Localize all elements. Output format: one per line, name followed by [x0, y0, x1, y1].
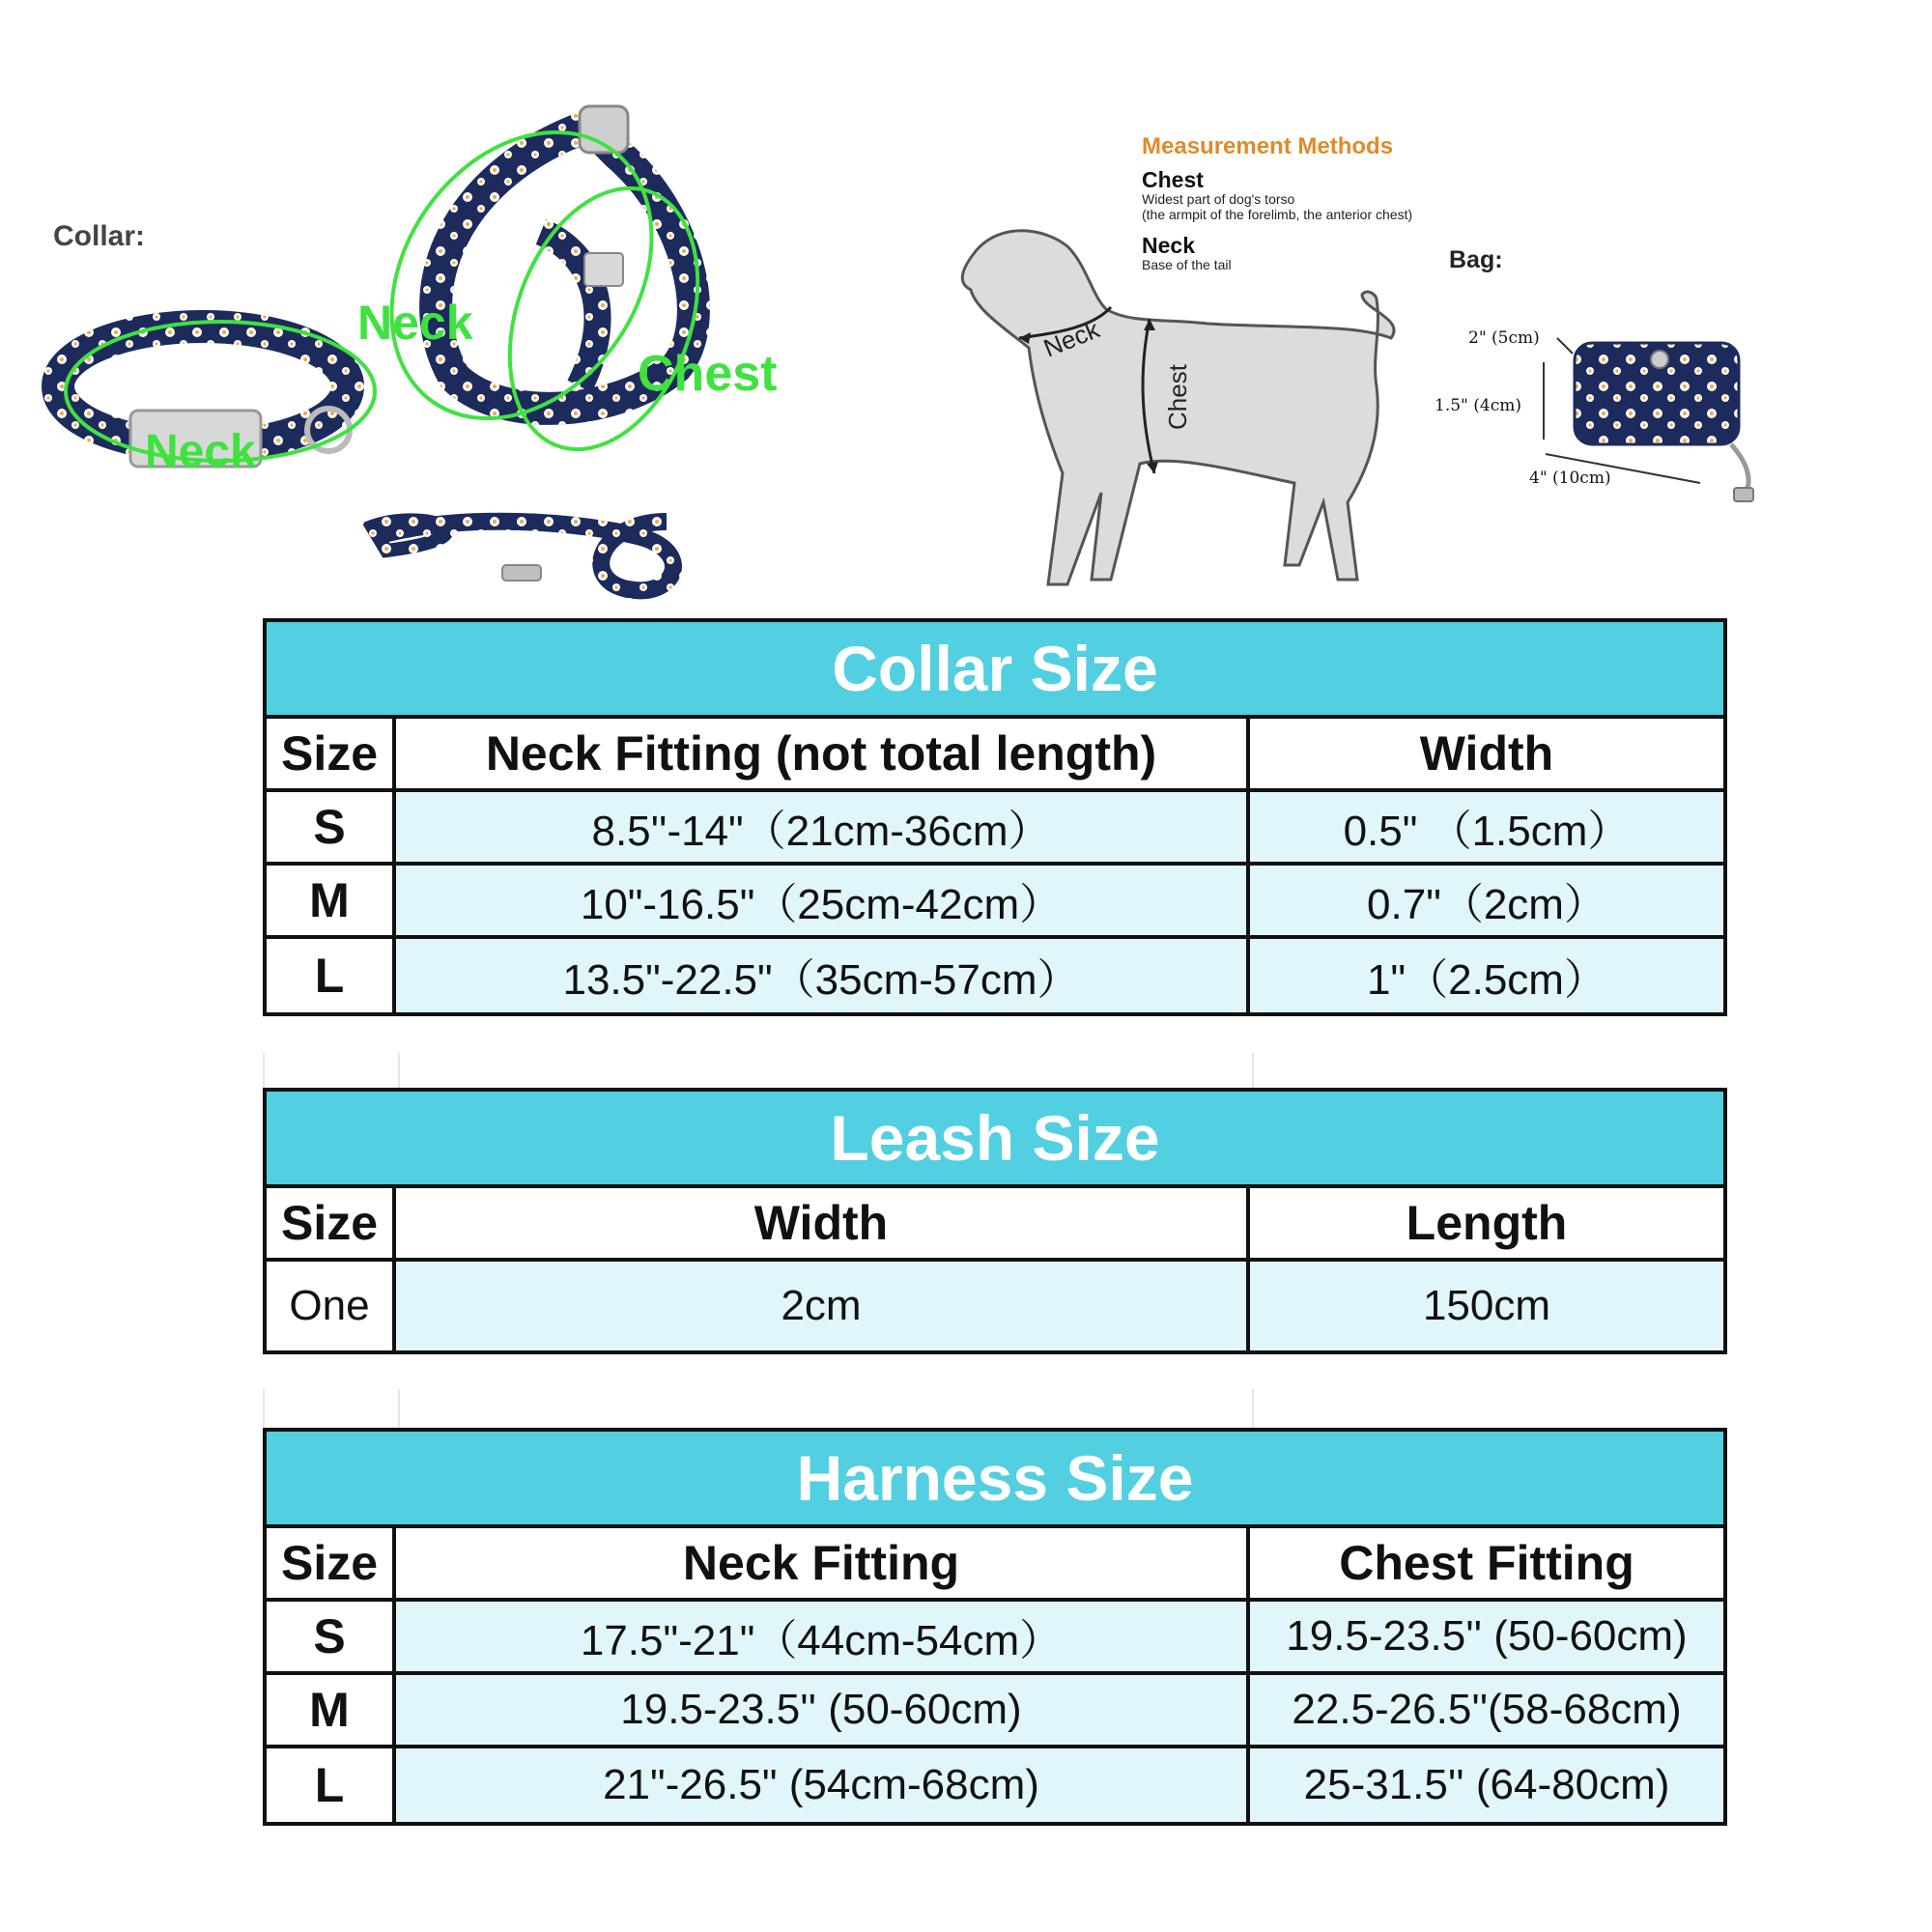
harness-image	[338, 82, 732, 475]
chest-method-desc-2: (the armpit of the forelimb, the anterior chest)	[1142, 207, 1413, 222]
dog-chest-label: Chest	[1163, 364, 1192, 430]
collar-table-title: Collar Size	[267, 622, 1723, 719]
header-width: Width	[396, 1188, 1250, 1258]
bag-dimension-height: 2" (5cm)	[1468, 328, 1540, 348]
table-row	[267, 1675, 1723, 1748]
bag-dimension-depth: 1.5" (4cm)	[1435, 396, 1521, 415]
grid-line	[263, 1053, 265, 1088]
size-cell: S	[267, 792, 396, 862]
harness-size-table	[263, 1428, 1727, 1826]
leash-image	[372, 520, 673, 590]
header-length: Length	[1250, 1188, 1723, 1258]
table-row	[267, 792, 1723, 866]
leash-size-table	[263, 1088, 1727, 1354]
neck-fitting-cell: 13.5"-22.5"（35cm-57cm）	[396, 939, 1250, 1012]
bag-dimension-length: 4" (10cm)	[1529, 469, 1611, 488]
header-size: Size	[267, 1188, 396, 1258]
table-header-row	[267, 1528, 1723, 1602]
grid-line	[263, 1389, 265, 1428]
header-width: Width	[1250, 719, 1723, 788]
harness-chest-annotation: Chest	[638, 346, 778, 402]
width-cell: 1"（2.5cm）	[1250, 939, 1723, 1012]
bag-label: Bag:	[1449, 246, 1503, 273]
table-header-row	[267, 1188, 1723, 1262]
chest-fitting-cell: 25-31.5'' (64-80cm)	[1250, 1748, 1723, 1822]
size-cell: One	[267, 1262, 396, 1350]
width-cell: 2cm	[396, 1262, 1250, 1350]
neck-method-desc: Base of the tail	[1142, 257, 1232, 272]
table-row	[267, 939, 1723, 1012]
collar-label: Collar:	[53, 220, 146, 252]
neck-fitting-cell: 19.5-23.5'' (50-60cm)	[396, 1675, 1250, 1745]
chest-fitting-cell: 19.5-23.5'' (50-60cm)	[1250, 1602, 1723, 1671]
leash-table-title: Leash Size	[267, 1092, 1723, 1188]
grid-line	[1252, 1389, 1254, 1428]
width-cell: 0.7"（2cm）	[1250, 866, 1723, 935]
neck-fitting-cell: 21"-26.5" (54cm-68cm)	[396, 1748, 1250, 1822]
size-cell: M	[267, 866, 396, 935]
measurement-methods-title: Measurement Methods	[1142, 133, 1394, 159]
collar-size-table	[263, 618, 1727, 1016]
table-row	[267, 1262, 1723, 1350]
table-row	[267, 866, 1723, 939]
neck-fitting-cell: 8.5''-14"（21cm-36cm）	[396, 792, 1250, 862]
header-size: Size	[267, 719, 396, 788]
table-row	[267, 1602, 1723, 1675]
measurement-methods	[1142, 133, 1461, 272]
table-header-row	[267, 719, 1723, 792]
neck-fitting-cell: 10"-16.5"（25cm-42cm）	[396, 866, 1250, 935]
chest-method-heading: Chest	[1142, 167, 1204, 192]
size-cell: L	[267, 1748, 396, 1822]
header-size: Size	[267, 1528, 396, 1598]
illustration-canvas	[0, 0, 1932, 618]
harness-neck-annotation: Neck	[357, 296, 473, 350]
size-cell: S	[267, 1602, 396, 1671]
harness-table-title: Harness Size	[267, 1432, 1723, 1528]
grid-line	[398, 1053, 400, 1088]
table-row	[267, 1748, 1723, 1822]
chest-fitting-cell: 22.5-26.5''(58-68cm)	[1250, 1675, 1723, 1745]
length-cell: 150cm	[1250, 1262, 1723, 1350]
dog-neck-label: Neck	[1039, 314, 1104, 363]
neck-fitting-cell: 17.5"-21"（44cm-54cm）	[396, 1602, 1250, 1671]
size-cell: L	[267, 939, 396, 1012]
product-illustrations	[0, 0, 1932, 618]
neck-method-heading: Neck	[1142, 233, 1195, 258]
width-cell: 0.5" （1.5cm）	[1250, 792, 1723, 862]
header-neck-fitting: Neck Fitting (not total length)	[396, 719, 1250, 788]
grid-line	[398, 1389, 400, 1428]
header-chest-fitting: Chest Fitting	[1250, 1528, 1723, 1598]
header-neck-fitting: Neck Fitting	[396, 1528, 1250, 1598]
chest-method-desc-1: Widest part of dog's torso	[1142, 191, 1295, 207]
size-cell: M	[267, 1675, 396, 1745]
collar-neck-annotation: Neck	[145, 426, 256, 477]
grid-line	[1252, 1053, 1254, 1088]
